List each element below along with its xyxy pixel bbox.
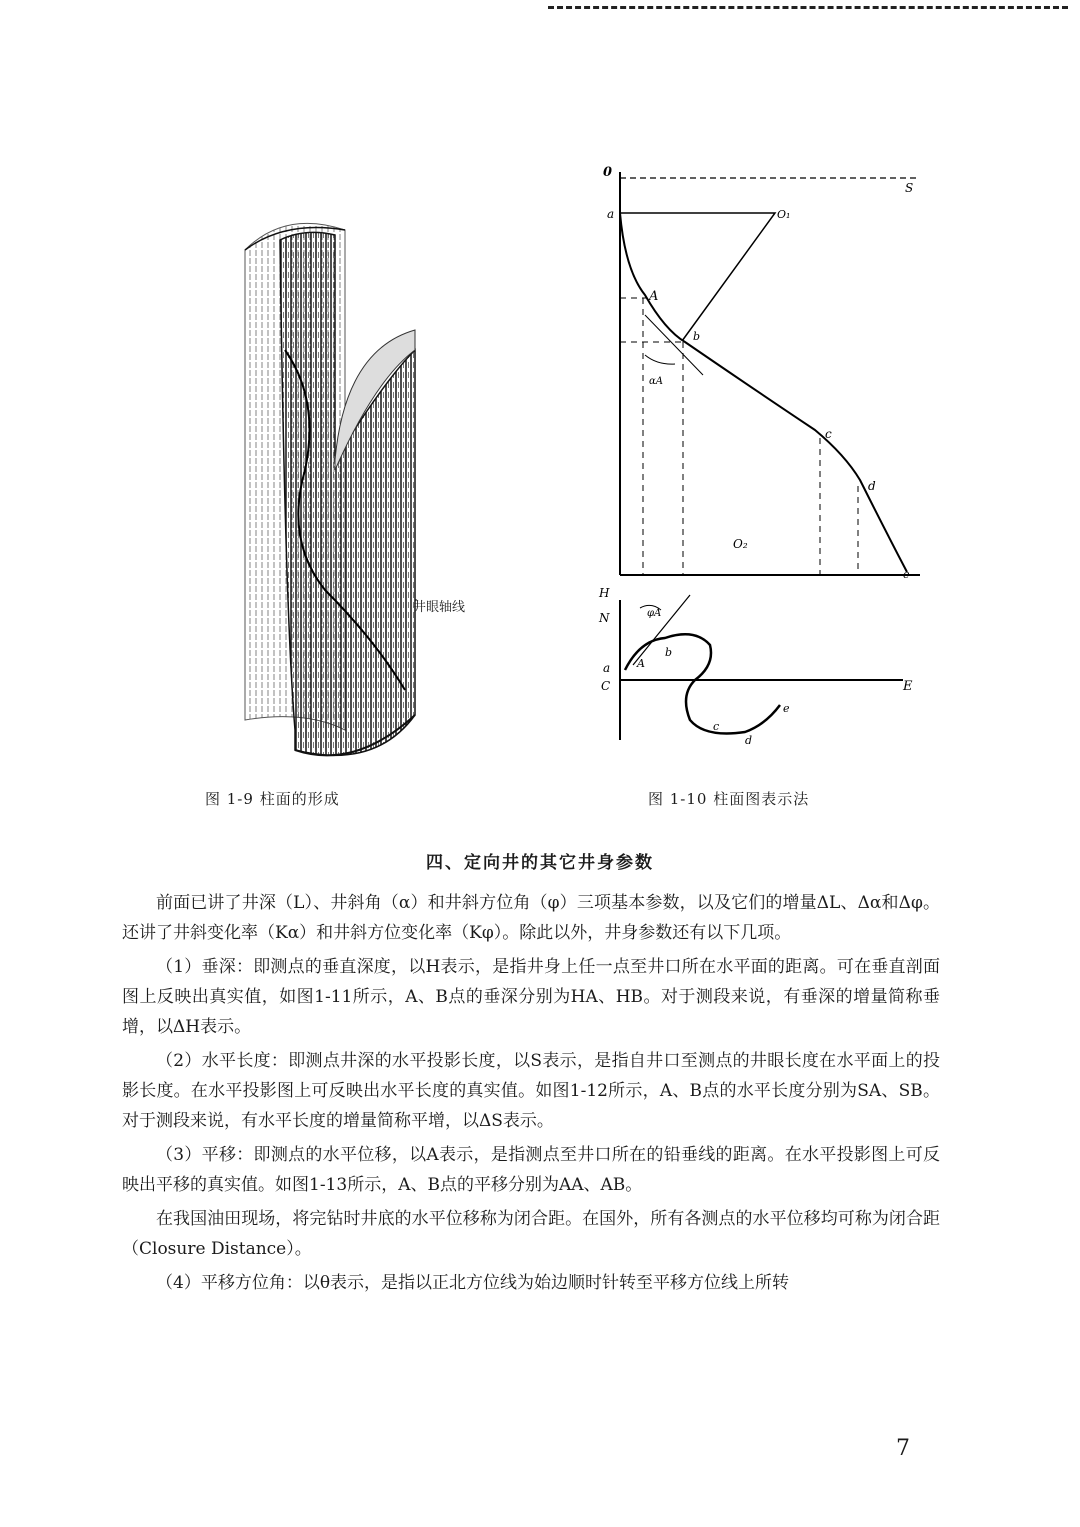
paragraph-vertical-depth: （1）垂深：即测点的垂直深度，以H表示，是指井身上任一点至井口所在水平面的距离。可在垂直剖面图上反映出真实值，如图1-11所示，A、B点的垂深分别为HA、HB。对于测段来说，有垂深的增量简称垂增，以ΔH表示。	[122, 957, 940, 1037]
paragraph-displacement: （3）平移：即测点的水平位移，以A表示，是指测点至井口所在的铅垂线的距离。在水平投影图上可反映出平移的真实值。如图1-13所示，A、B点的平移分别为AA、AB。	[122, 1145, 940, 1195]
label-o1: O₁	[777, 208, 791, 221]
alpha-arc	[645, 355, 675, 364]
label-origin: 0	[603, 165, 613, 180]
label-H: H	[599, 586, 610, 600]
cylinder-drawing	[225, 210, 475, 770]
label-e-upper: e	[903, 568, 910, 581]
label-b-lower: b	[665, 646, 673, 659]
label-E: E	[903, 679, 913, 694]
paragraph-intro: 前面已讲了井深（L）、井斜角（α）和井斜方位角（φ）三项基本参数，以及它们的增量ΔL、Δα和Δφ。还讲了井斜变化率（Kα）和井斜方位变化率（Kφ）。除此以外，井身参数还有以下几项。	[122, 893, 940, 943]
caption-figure-1-9: 图 1-9 柱面的形成	[205, 790, 340, 808]
label-A-lower: A	[637, 657, 645, 670]
label-d-upper: d	[868, 479, 876, 493]
body-text	[122, 888, 940, 1302]
label-d-lower: d	[745, 734, 753, 747]
label-b-upper: b	[693, 330, 701, 343]
page-number: 7	[896, 1436, 910, 1461]
header-dash-rule	[548, 6, 1068, 9]
label-a-top: a	[607, 207, 615, 221]
label-A-upper: A	[649, 289, 659, 304]
figure-1-9-cylinder	[225, 210, 475, 770]
paragraph-closure-distance: 在我国油田现场，将完钻时井底的水平位移称为闭合距。在国外，所有各测点的水平位移均可称为闭合距（Closure Distance）。	[122, 1209, 940, 1259]
figure-1-10-column-diagram	[585, 160, 925, 760]
column-diagram-drawing	[585, 160, 925, 760]
plan-curve	[625, 634, 780, 733]
paragraph-displacement-azimuth: （4）平移方位角：以θ表示，是指以正北方位线为始边顺时针转至平移方位线上所转	[156, 1273, 790, 1293]
azimuth-line	[633, 595, 690, 665]
well-axis-label: 井眼轴线	[413, 600, 466, 615]
label-c-lower: c	[713, 720, 720, 733]
label-N: N	[599, 611, 610, 625]
label-phi-a: φA	[647, 608, 662, 619]
label-alpha-a: αA	[649, 376, 663, 387]
label-a-lower: a	[603, 661, 611, 675]
section-title: 四、定向井的其它井身参数	[426, 853, 654, 873]
label-s-axis: S	[905, 181, 914, 195]
paragraph-horizontal-length: （2）水平长度：即测点井深的水平投影长度，以S表示，是指自井口至测点的井眼长度在水平面上的投影长度。在水平投影图上可反映出水平长度的真实值。如图1-12所示，A、B点的水平长度分别为SA、SB。对于测段来说，有水平长度的增量简称平增，以ΔS表示。	[122, 1051, 940, 1131]
caption-figure-1-10: 图 1-10 柱面图表示法	[648, 790, 810, 808]
well-curve	[620, 213, 907, 572]
label-e-lower: e	[783, 702, 790, 715]
label-C-lower: C	[601, 679, 611, 693]
label-o2: O₂	[733, 537, 748, 551]
label-c-upper: c	[825, 427, 832, 441]
